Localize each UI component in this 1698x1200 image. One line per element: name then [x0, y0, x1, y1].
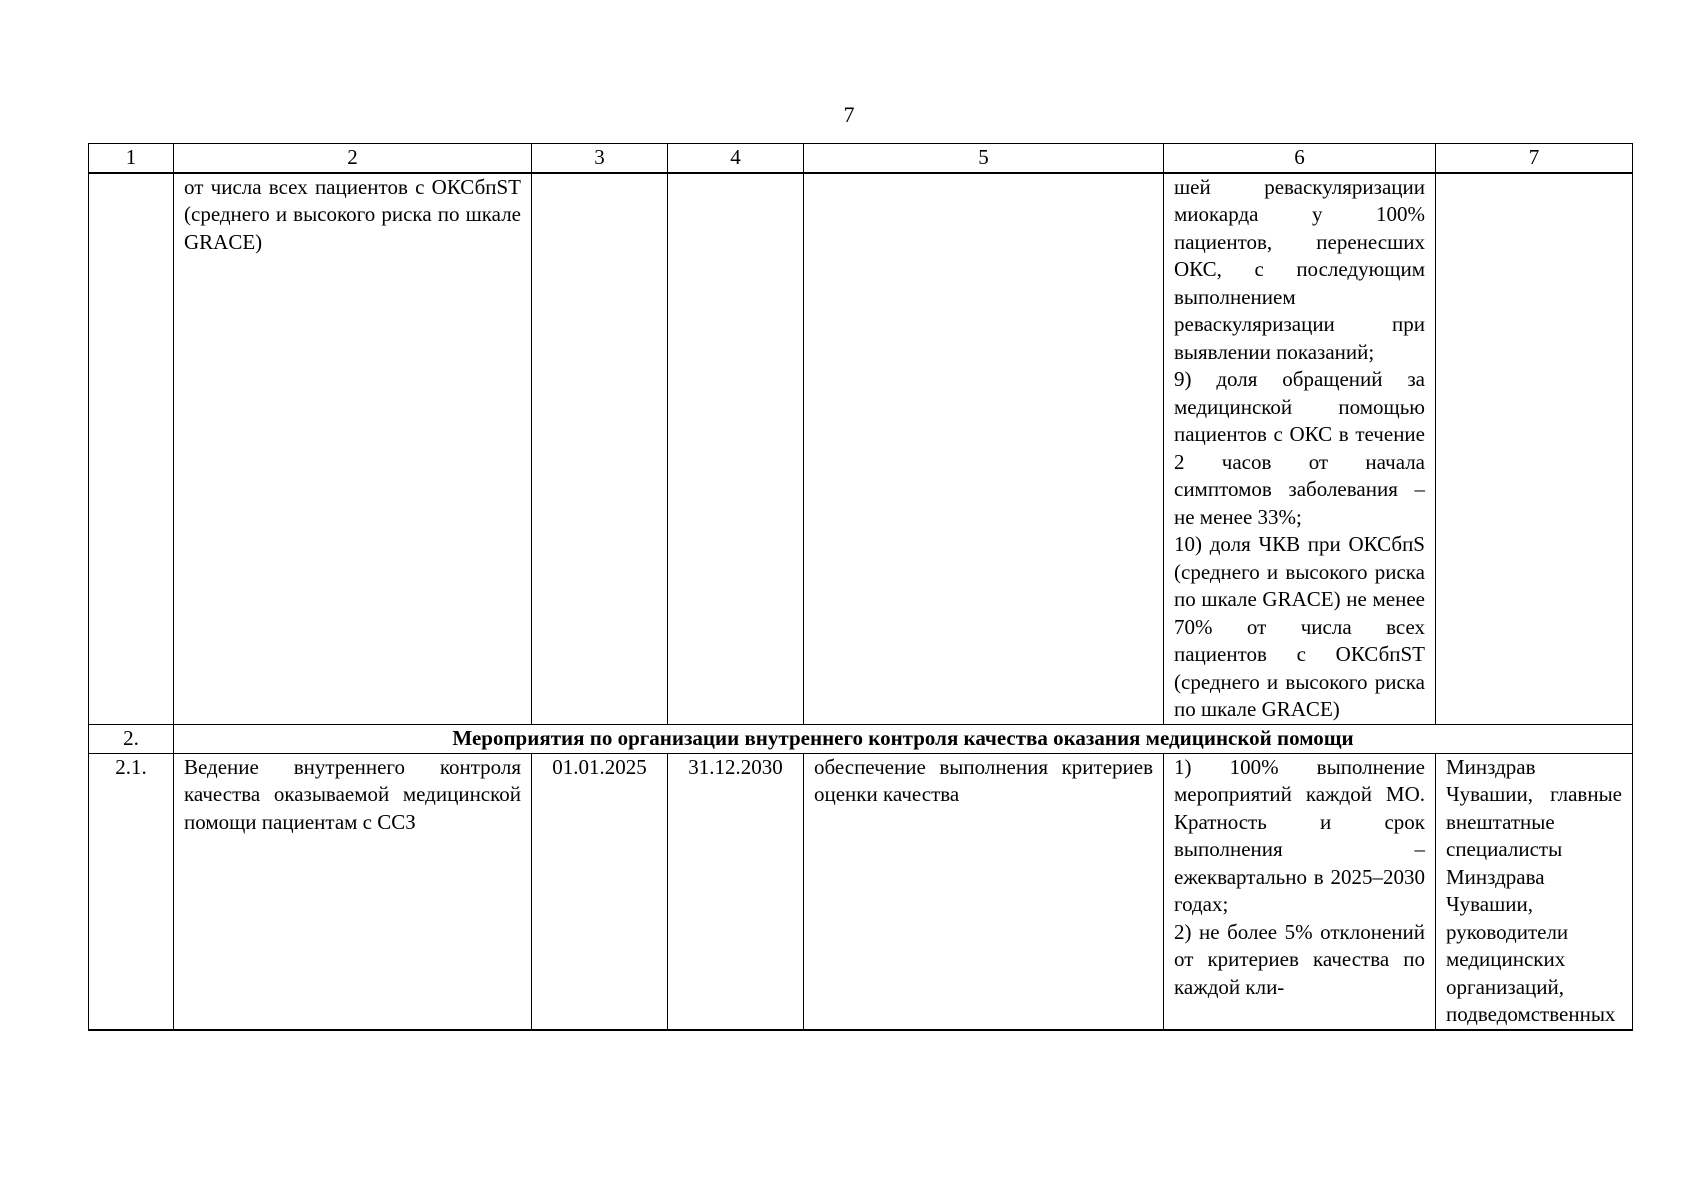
- continuation-row: [89, 173, 1633, 725]
- indicator-item: шей реваскуляризации миокарда у 100% пациентов, перенесших ОКС, с последующим выполнением реваскуляризации при выявлении показаний;: [1174, 174, 1425, 364]
- indicators-cell: [1164, 753, 1436, 1030]
- column-number-header-row: [89, 144, 1633, 173]
- row-number: 2.1.: [89, 753, 174, 1030]
- measures-table: [88, 143, 1633, 1031]
- column-header-7: 7: [1436, 144, 1633, 173]
- indicator-item: 10) доля ЧКВ при ОКСбпS (среднего и высокого риска по шкале GRACE) не менее 70% от числа всех пациентов с ОКСбпST (среднего и высокого риска по шкале GRACE): [1174, 532, 1425, 721]
- continuation-start-cell: [532, 173, 668, 725]
- continuation-indicators-cell: [1164, 173, 1436, 725]
- section-title: Мероприятия по организации внутреннего контроля качества оказания медицинской помощи: [174, 724, 1633, 753]
- result-cell: обеспечение выполнения критериев оценки качества: [804, 753, 1164, 1030]
- end-date-cell: 31.12.2030: [668, 753, 804, 1030]
- indicator-item: 2) не более 5% отклонений от критериев качества по каждой кли-: [1174, 919, 1425, 999]
- responsible-cell: Минздрав Чувашии, главные внештатные специалисты Минздрава Чувашии, руководители медицинских организаций, подведомственных: [1436, 753, 1633, 1030]
- section-number: 2.: [89, 724, 174, 753]
- column-header-3: 3: [532, 144, 668, 173]
- table-row: [89, 753, 1633, 1030]
- section-row: [89, 724, 1633, 753]
- indicator-item: 9) доля обращений за медицинской помощью пациентов с ОКС в течение 2 часов от начала симптомов заболевания – не менее 33%;: [1174, 367, 1425, 529]
- continuation-end-cell: [668, 173, 804, 725]
- activity-cell: Ведение внутреннего контроля качества оказываемой медицинской помощи пациентам с ССЗ: [174, 753, 532, 1030]
- column-header-4: 4: [668, 144, 804, 173]
- page-number: 7: [843, 102, 855, 127]
- continuation-number-cell: [89, 173, 174, 725]
- column-header-1: 1: [89, 144, 174, 173]
- continuation-activity-cell: от числа всех пациентов с ОКСбпST (среднего и высокого риска по шкале GRACE): [174, 173, 532, 725]
- column-header-5: 5: [804, 144, 1164, 173]
- continuation-result-cell: [804, 173, 1164, 725]
- column-header-6: 6: [1164, 144, 1436, 173]
- continuation-responsible-cell: [1436, 173, 1633, 725]
- column-header-2: 2: [174, 144, 532, 173]
- start-date-cell: 01.01.2025: [532, 753, 668, 1030]
- indicator-item: 1) 100% выполнение мероприятий каждой МО. Кратность и срок выполнения – ежеквартально в 2025–2030 годах;: [1174, 754, 1425, 916]
